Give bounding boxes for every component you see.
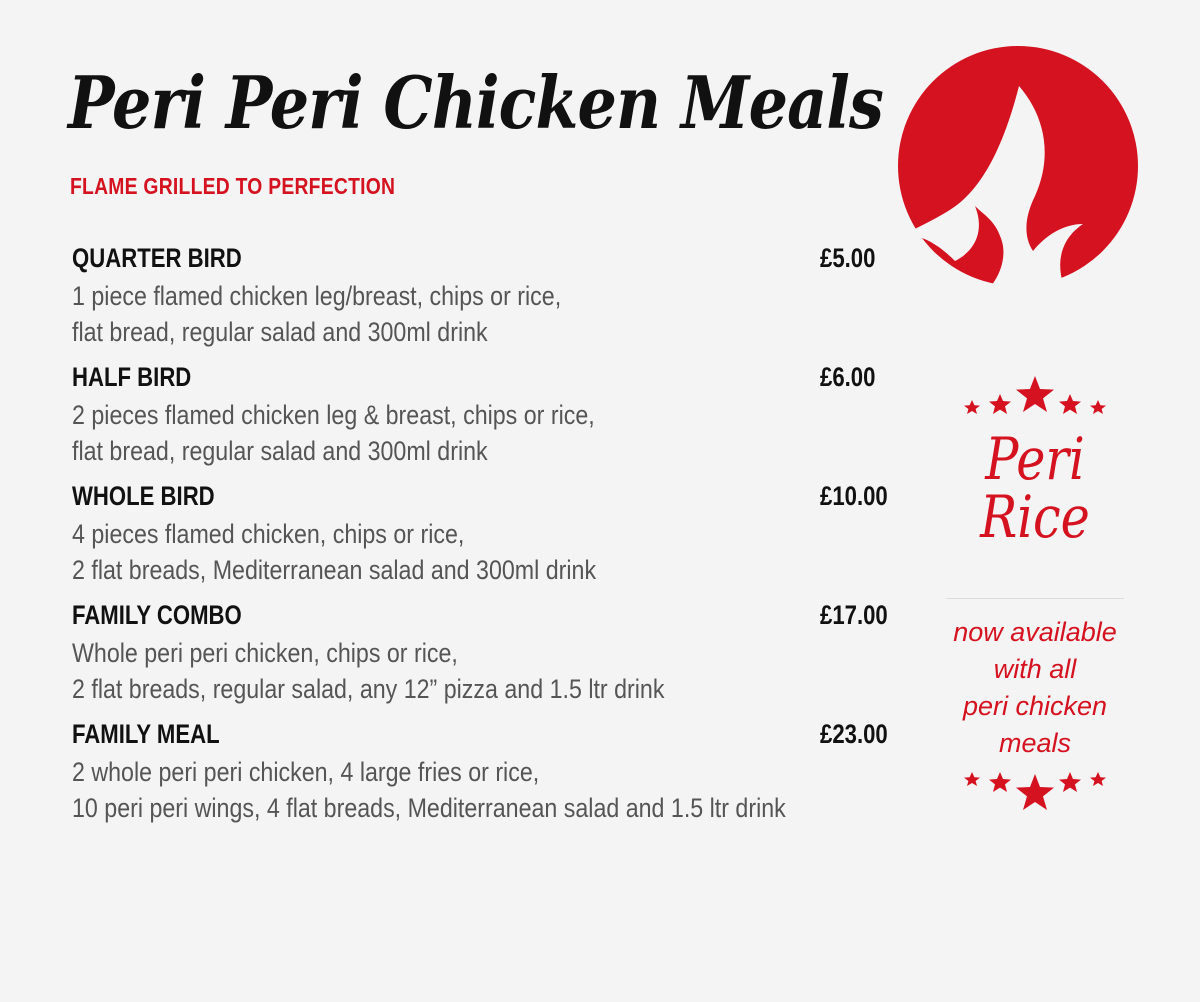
promo-text-line: meals	[998, 728, 1072, 758]
item-description-line: 2 pieces flamed chicken leg & breast, chips or rice,	[72, 400, 595, 430]
item-description-line: 1 piece flamed chicken leg/breast, chips or rice,	[72, 281, 562, 311]
menu-item	[72, 716, 912, 835]
item-description	[72, 516, 596, 588]
item-description-line: flat bread, regular salad and 300ml drink	[72, 436, 488, 466]
item-price: £6.00	[820, 362, 876, 392]
menu-list	[72, 240, 912, 835]
item-description-line: Whole peri peri chicken, chips or rice,	[72, 638, 458, 668]
page-subtitle: FLAME GRILLED TO PERFECTION	[70, 173, 396, 199]
menu-item	[72, 240, 912, 359]
item-price: £23.00	[820, 719, 888, 749]
item-price: £10.00	[820, 481, 888, 511]
promo-text	[930, 614, 1140, 762]
stars-top-icon	[962, 370, 1108, 414]
item-description-line: 2 flat breads, Mediterranean salad and 300ml drink	[72, 555, 597, 585]
item-price: £5.00	[820, 243, 876, 273]
item-name: FAMILY COMBO	[72, 600, 242, 630]
item-description	[72, 754, 786, 826]
promo-text-line: peri chicken	[962, 691, 1108, 721]
menu-item	[72, 478, 912, 597]
item-description-line: 2 flat breads, regular salad, any 12” pizza and 1.5 ltr drink	[72, 674, 665, 704]
promo-title-line: Peri	[985, 425, 1085, 493]
item-description-line: 4 pieces flamed chicken, chips or rice,	[72, 519, 465, 549]
promo-divider	[946, 598, 1124, 599]
promo-text-line: now available	[953, 617, 1117, 647]
promo-title	[946, 425, 1125, 551]
item-price: £17.00	[820, 600, 888, 630]
page-title: Peri Peri Chicken Meals	[68, 60, 884, 145]
item-description-line: flat bread, regular salad and 300ml drink	[72, 317, 488, 347]
flame-logo-icon	[895, 46, 1141, 286]
item-name: HALF BIRD	[72, 362, 192, 392]
item-description	[72, 278, 561, 350]
item-name: QUARTER BIRD	[72, 243, 242, 273]
item-description-line: 10 peri peri wings, 4 flat breads, Mediterranean salad and 1.5 ltr drink	[72, 793, 786, 823]
item-description-line: 2 whole peri peri chicken, 4 large fries or rice,	[72, 757, 540, 787]
promo-title-line: Rice	[980, 483, 1090, 551]
item-description	[72, 635, 664, 707]
item-name: FAMILY MEAL	[72, 719, 220, 749]
menu-item	[72, 359, 912, 478]
promo-text-line: with all	[993, 654, 1077, 684]
item-description	[72, 397, 595, 469]
item-name: WHOLE BIRD	[72, 481, 215, 511]
stars-bottom-icon	[962, 772, 1108, 816]
menu-item	[72, 597, 912, 716]
